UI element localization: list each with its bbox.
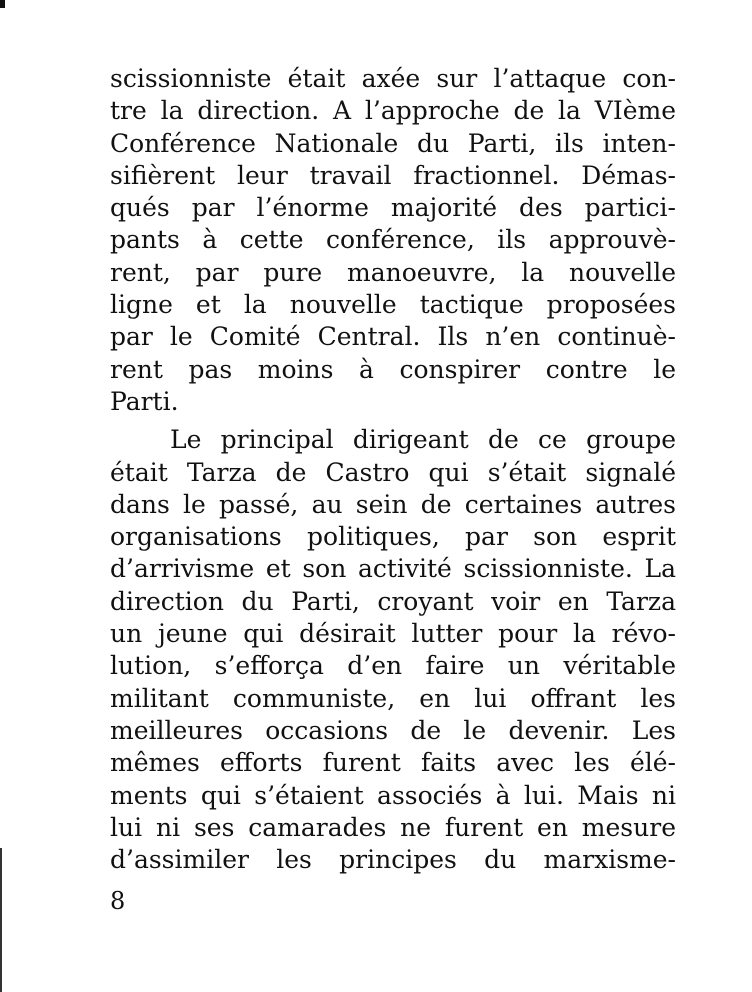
text-line: Parti. xyxy=(110,386,179,416)
page-number: 8 xyxy=(110,887,126,915)
text-line: direction du Parti, croyant voir en Tarza xyxy=(110,586,676,616)
text-line: lution, s’efforça d’en faire un véritable xyxy=(110,651,676,681)
paragraph-1 xyxy=(110,63,676,418)
text-line: qués par l’énorme majorité des partici- xyxy=(110,193,676,223)
text-line: Conférence Nationale du Parti, ils inten- xyxy=(110,128,676,158)
scan-edge-line xyxy=(0,848,2,992)
body-text xyxy=(110,63,676,876)
text-line: ments qui s’étaient associés à lui. Mais ni xyxy=(110,780,676,810)
text-line: rent pas moins à conspirer contre le xyxy=(110,354,676,384)
text-line: tre la direction. A l’approche de la VIème xyxy=(110,96,676,126)
text-line: meilleures occasions de le devenir. Les xyxy=(110,715,676,745)
text-line: d’assimiler les principes du marxisme- xyxy=(110,845,676,875)
text-line: ligne et la nouvelle tactique proposées xyxy=(110,290,676,320)
text-line: sifièrent leur travail fractionnel. Démas- xyxy=(110,160,676,190)
text-line: par le Comité Central. Ils n’en continuè- xyxy=(110,322,676,352)
text-line: était Tarza de Castro qui s’était signalé xyxy=(110,457,676,487)
text-line: militant communiste, en lui offrant les xyxy=(110,683,676,713)
text-line: scissionniste était axée sur l’attaque con- xyxy=(110,64,676,93)
text-line: organisations politiques, par son esprit xyxy=(110,522,676,552)
text-line: lui ni ses camarades ne furent en mesure xyxy=(110,812,676,842)
text-line: un jeune qui désirait lutter pour la révo- xyxy=(110,619,676,649)
text-line: dans le passé, au sein de certaines autres xyxy=(110,489,676,519)
text-line: pants à cette conférence, ils approuvè- xyxy=(110,225,676,255)
scan-edge-mark xyxy=(0,0,5,8)
text-line: rent, par pure manoeuvre, la nouvelle xyxy=(110,257,676,287)
text-line: d’arrivisme et son activité scissionniste. La xyxy=(110,554,676,584)
text-line: mêmes efforts furent faits avec les élé- xyxy=(110,748,676,778)
text-line: Le principal dirigeant de ce groupe xyxy=(170,425,676,455)
paragraph-2 xyxy=(110,424,676,876)
